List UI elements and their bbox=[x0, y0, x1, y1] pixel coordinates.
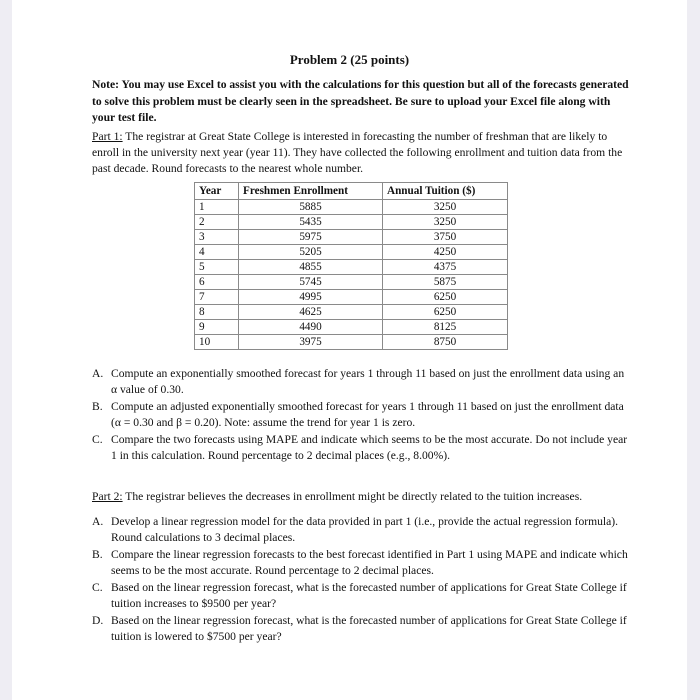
cell-year: 6 bbox=[195, 275, 239, 290]
question-letter: B. bbox=[92, 548, 103, 561]
instructions-note: Note: You may use Excel to assist you with the calculations for this question but all of the forecasts generated to solve this problem must be clearly seen in the spreadsheet. Be sure to upload your Excel file along with your test file. bbox=[92, 78, 629, 124]
table-row bbox=[195, 305, 508, 320]
cell-year: 9 bbox=[195, 320, 239, 335]
part2-question-b bbox=[92, 547, 632, 578]
question-text: Compare the linear regression forecasts to the best forecast identified in Part 1 using MAPE and indicate which seems to be the most accurate. Round percentage to 2 decimal places. bbox=[111, 548, 628, 577]
cell-enrollment: 5435 bbox=[239, 215, 383, 230]
question-text: Based on the linear regression forecast, what is the forecasted number of applications for Great State College if tuition is lowered to $7500 per year? bbox=[111, 614, 627, 643]
part2-question-list bbox=[92, 514, 632, 646]
question-text: Develop a linear regression model for the data provided in part 1 (i.e., provide the actual regression formula). Round calculations to 3 decimal places. bbox=[111, 515, 619, 544]
cell-year: 4 bbox=[195, 245, 239, 260]
header-enrollment: Freshmen Enrollment bbox=[239, 183, 383, 200]
cell-year: 7 bbox=[195, 290, 239, 305]
part2-text: The registrar believes the decreases in enrollment might be directly related to the tuition increases. bbox=[122, 490, 583, 503]
cell-enrollment: 5205 bbox=[239, 245, 383, 260]
table-row bbox=[195, 335, 508, 350]
cell-enrollment: 4490 bbox=[239, 320, 383, 335]
question-letter: A. bbox=[92, 515, 104, 528]
table-row bbox=[195, 245, 508, 260]
header-year: Year bbox=[195, 183, 239, 200]
problem-title: Problem 2 (25 points) bbox=[289, 52, 410, 67]
question-text: Compare the two forecasts using MAPE and indicate which seems to be the most accurate. Do not include year 1 in this calculation. Round percentage to 2 decimal places (e.g., 8.00%). bbox=[111, 433, 628, 462]
question-text: Based on the linear regression forecast, what is the forecasted number of applications for Great State College if tuition increases to $9500 per year? bbox=[111, 581, 627, 610]
part2-question-a bbox=[92, 514, 632, 545]
enrollment-tuition-table bbox=[194, 182, 508, 350]
table-row bbox=[195, 215, 508, 230]
question-text: Compute an exponentially smoothed forecast for years 1 through 11 based on just the enrollment data using an α value of 0.30. bbox=[111, 367, 625, 396]
part2-intro bbox=[92, 489, 632, 505]
part1-intro bbox=[92, 129, 632, 177]
header-tuition: Annual Tuition ($) bbox=[383, 183, 508, 200]
cell-tuition: 8750 bbox=[383, 335, 508, 350]
part2-question-c bbox=[92, 580, 632, 611]
table-row bbox=[195, 200, 508, 215]
cell-year: 5 bbox=[195, 260, 239, 275]
part1-question-a bbox=[92, 366, 632, 397]
question-letter: D. bbox=[92, 614, 104, 627]
question-letter: C. bbox=[92, 581, 103, 594]
cell-tuition: 3750 bbox=[383, 230, 508, 245]
document-page bbox=[12, 0, 687, 700]
question-letter: C. bbox=[92, 433, 103, 446]
cell-tuition: 6250 bbox=[383, 305, 508, 320]
question-letter: A. bbox=[92, 367, 104, 380]
cell-enrollment: 5885 bbox=[239, 200, 383, 215]
question-letter: B. bbox=[92, 400, 103, 413]
cell-tuition: 4250 bbox=[383, 245, 508, 260]
cell-year: 2 bbox=[195, 215, 239, 230]
cell-tuition: 8125 bbox=[383, 320, 508, 335]
cell-tuition: 5875 bbox=[383, 275, 508, 290]
question-text: Compute an adjusted exponentially smoothed forecast for years 1 through 11 based on just the enrollment data (α = 0.30 and β = 0.20). Note: assume the trend for year 1 is zero. bbox=[111, 400, 624, 429]
cell-enrollment: 4995 bbox=[239, 290, 383, 305]
cell-year: 3 bbox=[195, 230, 239, 245]
cell-tuition: 3250 bbox=[383, 200, 508, 215]
cell-tuition: 4375 bbox=[383, 260, 508, 275]
part2-label: Part 2: bbox=[92, 490, 123, 503]
cell-enrollment: 5745 bbox=[239, 275, 383, 290]
cell-enrollment: 4625 bbox=[239, 305, 383, 320]
cell-tuition: 6250 bbox=[383, 290, 508, 305]
cell-tuition: 3250 bbox=[383, 215, 508, 230]
cell-enrollment: 5975 bbox=[239, 230, 383, 245]
part1-text: The registrar at Great State College is interested in forecasting the number of freshman that are likely to enroll in the university next year (year 11). They have collected the following enrollment and tuition data from the past decade. Round forecasts to the nearest whole number. bbox=[92, 130, 623, 175]
table-row bbox=[195, 260, 508, 275]
table-header-row bbox=[195, 183, 508, 200]
part1-label: Part 1: bbox=[92, 130, 123, 143]
table-row bbox=[195, 290, 508, 305]
part2-question-d bbox=[92, 613, 632, 644]
cell-year: 10 bbox=[195, 335, 239, 350]
cell-year: 1 bbox=[195, 200, 239, 215]
table-row bbox=[195, 275, 508, 290]
part1-question-b bbox=[92, 399, 632, 430]
table-row bbox=[195, 230, 508, 245]
part1-question-c bbox=[92, 432, 632, 463]
cell-enrollment: 4855 bbox=[239, 260, 383, 275]
part1-question-list bbox=[92, 366, 632, 465]
cell-enrollment: 3975 bbox=[239, 335, 383, 350]
cell-year: 8 bbox=[195, 305, 239, 320]
table-row bbox=[195, 320, 508, 335]
